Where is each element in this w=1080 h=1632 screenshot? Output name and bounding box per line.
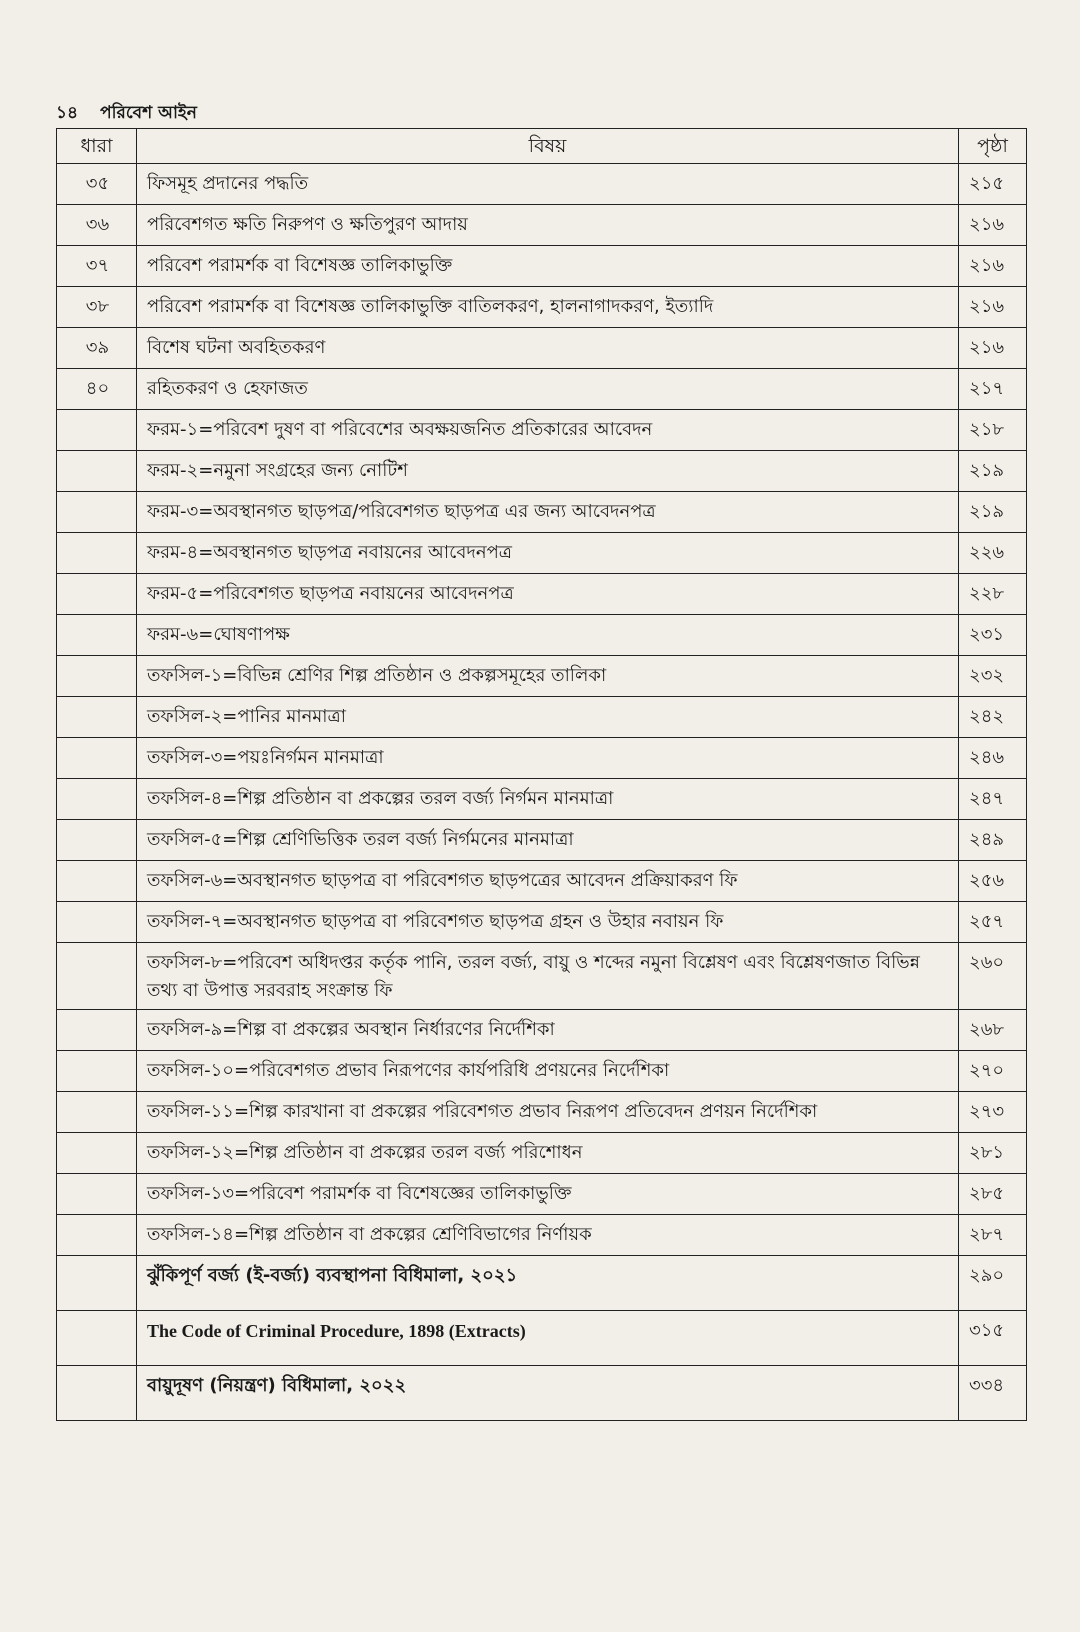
section-number: [57, 1256, 137, 1311]
section-number: ৩৬: [57, 205, 137, 246]
section-number: ৩৫: [57, 164, 137, 205]
page-number-cell: ২৪৭: [959, 779, 1027, 820]
table-row: [57, 738, 1027, 779]
page-number-cell: ২১৬: [959, 328, 1027, 369]
page-number-cell: ২১৫: [959, 164, 1027, 205]
major-entry-row: [57, 1366, 1027, 1421]
entry-title: তফসিল-৫=শিল্প শ্রেণিভিত্তিক তরল বর্জ্য নির্গমনের মানমাত্রা: [137, 820, 959, 861]
entry-title: ফরম-১=পরিবেশ দুষণ বা পরিবেশের অবক্ষয়জনিত প্রতিকারের আবেদন: [137, 410, 959, 451]
section-number: [57, 902, 137, 943]
table-row: [57, 615, 1027, 656]
entry-title: তফসিল-১৪=শিল্প প্রতিষ্ঠান বা প্রকল্পের শ্রেণিবিভাগের নির্ণায়ক: [137, 1215, 959, 1256]
section-number: [57, 861, 137, 902]
section-number: [57, 1311, 137, 1366]
table-row: [57, 1174, 1027, 1215]
entry-title: ফরম-২=নমুনা সংগ্রহের জন্য নোটিশ: [137, 451, 959, 492]
section-number: ৩৭: [57, 246, 137, 287]
section-number: ৩৮: [57, 287, 137, 328]
section-number: [57, 1133, 137, 1174]
table-row: [57, 164, 1027, 205]
section-number: [57, 1366, 137, 1421]
page-number-cell: ২১৯: [959, 492, 1027, 533]
table-row: [57, 287, 1027, 328]
section-number: [57, 656, 137, 697]
section-number: [57, 738, 137, 779]
table-row: [57, 902, 1027, 943]
page-number-cell: ২১৬: [959, 205, 1027, 246]
section-number: ৩৯: [57, 328, 137, 369]
page-number-cell: ২৭৩: [959, 1092, 1027, 1133]
page-number-cell: ২১৬: [959, 287, 1027, 328]
major-entry-row: [57, 1311, 1027, 1366]
table-row: [57, 820, 1027, 861]
table-row: [57, 451, 1027, 492]
subject-column-header: বিষয়: [137, 129, 959, 164]
section-number: ৪০: [57, 369, 137, 410]
page-number-cell: ২৮৭: [959, 1215, 1027, 1256]
contents-table: [56, 128, 1027, 1421]
entry-title: তফসিল-৯=শিল্প বা প্রকল্পের অবস্থান নির্ধারণের নির্দেশিকা: [137, 1010, 959, 1051]
table-row: [57, 1051, 1027, 1092]
table-row: [57, 410, 1027, 451]
section-number: [57, 492, 137, 533]
section-number: [57, 451, 137, 492]
table-row: [57, 205, 1027, 246]
page-number-cell: ২৫৭: [959, 902, 1027, 943]
table-row: [57, 1133, 1027, 1174]
page-number-cell: ২৫৬: [959, 861, 1027, 902]
table-row: [57, 369, 1027, 410]
section-number: [57, 820, 137, 861]
section-number: [57, 1092, 137, 1133]
entry-title: তফসিল-৭=অবস্থানগত ছাড়পত্র বা পরিবেশগত ছাড়পত্র গ্রহন ও উহার নবায়ন ফি: [137, 902, 959, 943]
major-entry-title: ঝুঁকিপূর্ণ বর্জ্য (ই-বর্জ্য) ব্যবস্থাপনা বিধিমালা, ২০২১: [137, 1256, 959, 1311]
section-number: [57, 779, 137, 820]
table-row: [57, 779, 1027, 820]
entry-title: তফসিল-১১=শিল্প কারখানা বা প্রকল্পের পরিবেশগত প্রভাব নিরূপণ প্রতিবেদন প্রণয়ন নির্দেশিকা: [137, 1092, 959, 1133]
page-number-cell: ২১৯: [959, 451, 1027, 492]
table-row: [57, 533, 1027, 574]
section-number: [57, 410, 137, 451]
entry-title: ফরম-৪=অবস্থানগত ছাড়পত্র নবায়নের আবেদনপত্র: [137, 533, 959, 574]
section-number: [57, 533, 137, 574]
entry-title: তফসিল-৪=শিল্প প্রতিষ্ঠান বা প্রকল্পের তরল বর্জ্য নির্গমন মানমাত্রা: [137, 779, 959, 820]
page-number-cell: ২২৮: [959, 574, 1027, 615]
entry-title: তফসিল-১=বিভিন্ন শ্রেণির শিল্প প্রতিষ্ঠান ও প্রকল্পসমূহের তালিকা: [137, 656, 959, 697]
table-row: [57, 1010, 1027, 1051]
table-row: [57, 492, 1027, 533]
entry-title: তফসিল-১২=শিল্প প্রতিষ্ঠান বা প্রকল্পের তরল বর্জ্য পরিশোধন: [137, 1133, 959, 1174]
table-row: [57, 697, 1027, 738]
page-number-cell: ২৪৬: [959, 738, 1027, 779]
page-number-cell: ২৮৫: [959, 1174, 1027, 1215]
table-row: [57, 861, 1027, 902]
page-number-cell: ২৩১: [959, 615, 1027, 656]
page-number-cell: ২১৬: [959, 246, 1027, 287]
section-number: [57, 1051, 137, 1092]
page-number-cell: ২৭০: [959, 1051, 1027, 1092]
entry-title: তফসিল-৩=পয়ঃনির্গমন মানমাত্রা: [137, 738, 959, 779]
table-header-row: [57, 129, 1027, 164]
entry-title: তফসিল-২=পানির মানমাত্রা: [137, 697, 959, 738]
page-number-cell: ৩১৫: [959, 1311, 1027, 1366]
table-row: [57, 656, 1027, 697]
section-column-header: ধারা: [57, 129, 137, 164]
page-header: [56, 100, 197, 128]
page-number-cell: ২১৮: [959, 410, 1027, 451]
page-number-cell: ২৬০: [959, 943, 1027, 1010]
page-number: ১৪: [56, 103, 79, 123]
major-entry-title: বায়ুদূষণ (নিয়ন্ত্রণ) বিধিমালা, ২০২২: [137, 1366, 959, 1421]
section-number: [57, 574, 137, 615]
page-number-cell: ৩৩৪: [959, 1366, 1027, 1421]
table-row: [57, 1092, 1027, 1133]
table-row: [57, 574, 1027, 615]
entry-title: বিশেষ ঘটনা অবহিতকরণ: [137, 328, 959, 369]
major-entry-row: [57, 1256, 1027, 1311]
section-number: [57, 615, 137, 656]
entry-title: তফসিল-১০=পরিবেশগত প্রভাব নিরূপণের কার্যপরিধি প্রণয়নের নির্দেশিকা: [137, 1051, 959, 1092]
entry-title: তফসিল-১৩=পরিবেশ পরামর্শক বা বিশেষজ্ঞের তালিকাভুক্তি: [137, 1174, 959, 1215]
table-row: [57, 1215, 1027, 1256]
page-number-cell: ২৬৮: [959, 1010, 1027, 1051]
entry-title: ফিসমূহ প্রদানের পদ্ধতি: [137, 164, 959, 205]
entry-title: ফরম-৩=অবস্থানগত ছাড়পত্র/পরিবেশগত ছাড়পত্র এর জন্য আবেদনপত্র: [137, 492, 959, 533]
entry-title: পরিবেশ পরামর্শক বা বিশেষজ্ঞ তালিকাভুক্তি: [137, 246, 959, 287]
entry-title: তফসিল-৮=পরিবেশ অধিদপ্তর কর্তৃক পানি, তরল বর্জ্য, বায়ু ও শব্দের নমুনা বিশ্লেষণ এবং বিশ্লেষণজাত বিভিন্ন তথ্য বা উপাত্ত সরবরাহ সংক্রান্ত ফি: [137, 943, 959, 1010]
page-column-header: পৃষ্ঠা: [959, 129, 1027, 164]
entry-title: ফরম-৫=পরিবেশগত ছাড়পত্র নবায়নের আবেদনপত্র: [137, 574, 959, 615]
section-number: [57, 943, 137, 1010]
entry-title: তফসিল-৬=অবস্থানগত ছাড়পত্র বা পরিবেশগত ছাড়পত্রের আবেদন প্রক্রিয়াকরণ ফি: [137, 861, 959, 902]
table-row: [57, 328, 1027, 369]
section-number: [57, 1215, 137, 1256]
entry-title: ফরম-৬=ঘোষণাপক্ষ: [137, 615, 959, 656]
major-entry-title: The Code of Criminal Procedure, 1898 (Extracts): [137, 1311, 959, 1366]
entry-title: পরিবেশগত ক্ষতি নিরুপণ ও ক্ষতিপুরণ আদায়: [137, 205, 959, 246]
table-row: [57, 943, 1027, 1010]
entry-title: পরিবেশ পরামর্শক বা বিশেষজ্ঞ তালিকাভুক্তি বাতিলকরণ, হালনাগাদকরণ, ইত্যাদি: [137, 287, 959, 328]
page-number-cell: ২২৬: [959, 533, 1027, 574]
page-number-cell: ২৪২: [959, 697, 1027, 738]
table-row: [57, 246, 1027, 287]
entry-title: রহিতকরণ ও হেফাজত: [137, 369, 959, 410]
page-number-cell: ২১৭: [959, 369, 1027, 410]
book-title: পরিবেশ আইন: [100, 103, 197, 123]
page-number-cell: ২৮১: [959, 1133, 1027, 1174]
page-number-cell: ২৪৯: [959, 820, 1027, 861]
section-number: [57, 697, 137, 738]
section-number: [57, 1174, 137, 1215]
page-number-cell: ২৩২: [959, 656, 1027, 697]
section-number: [57, 1010, 137, 1051]
page-number-cell: ২৯০: [959, 1256, 1027, 1311]
